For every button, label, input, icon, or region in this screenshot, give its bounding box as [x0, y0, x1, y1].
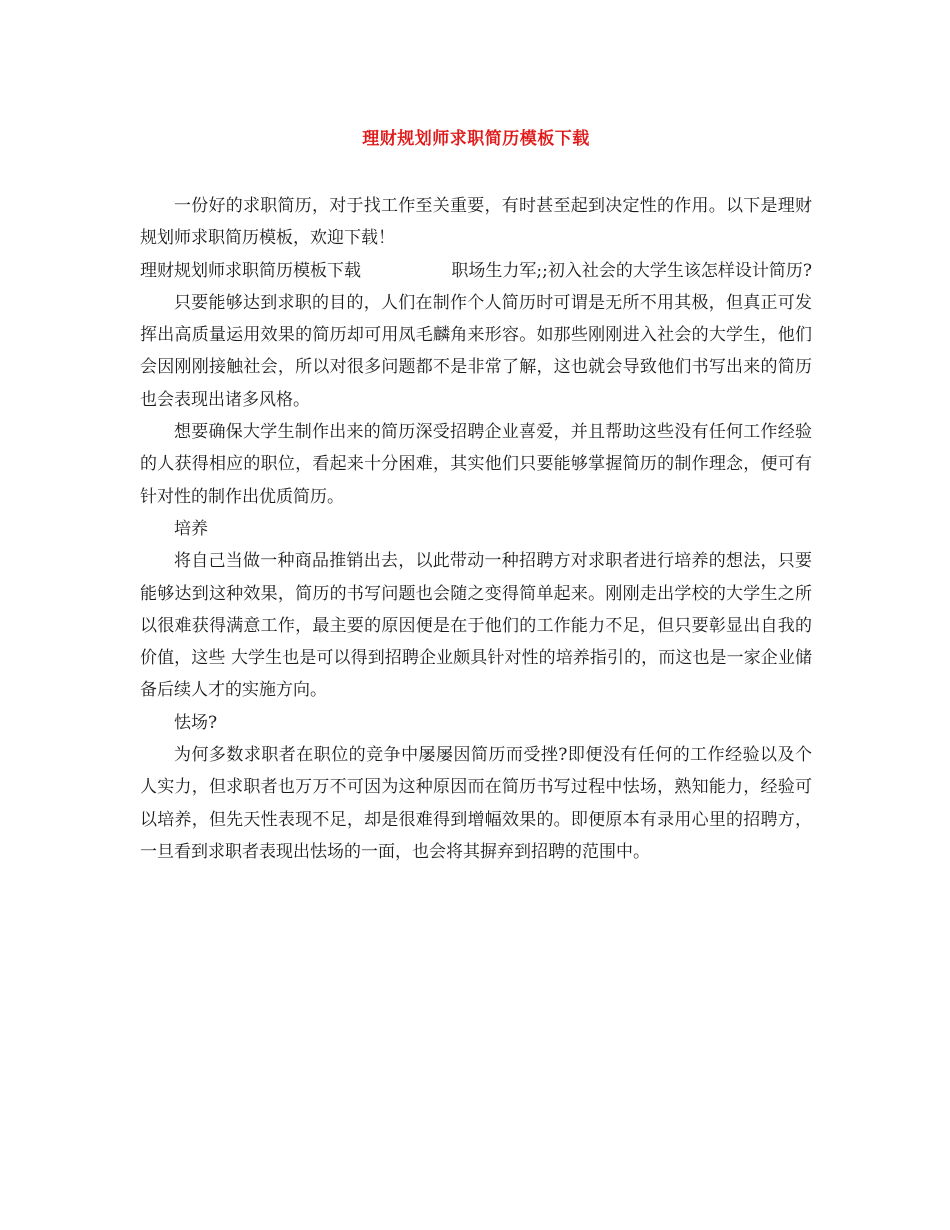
paragraph-2: 想要确保大学生制作出来的简历深受招聘企业喜爱，并且帮助这些没有任何工作经验的人获得相应的职位，看起来十分困难，其实他们只要能够掌握简历的制作理念，便可有针对性的制作出优质简历。 — [140, 422, 812, 507]
paragraph-1: 只要能够达到求职的目的，人们在制作个人简历时可谓是无所不用其极，但真正可发挥出高质量运用效果的简历却可用凤毛麟角来形容。如那些刚刚进入社会的大学生，他们会因刚刚接触社会，所以对很多问题都不是非常了解，这也就会导致他们书写出来的简历也会表现出诸多风格。 — [140, 292, 812, 410]
paragraph-4: 为何多数求职者在职位的竞争中屡屡因简历而受挫?即便没有任何的工作经验以及个人实力，但求职者也万万不可因为这种原因而在简历书写过程中怯场，熟知能力，经验可以培养，但先天性表现不足，却是很难得到增幅效果的。即便原本有录用心里的招聘方，一旦看到求职者表现出怯场的一面，也会将其摒弃到招聘的范围中。 — [140, 745, 812, 862]
section-heading-peiyang: 培养 — [174, 518, 208, 539]
intro-paragraph: 一份好的求职简历，对于找工作至关重要，有时甚至起到决定性的作用。以下是理财规划师求职简历模板，欢迎下载！ — [140, 196, 812, 249]
section-heading-qiechang: 怯场? — [174, 712, 218, 733]
subline — [140, 255, 812, 287]
paragraph-3: 将自己当做一种商品推销出去，以此带动一种招聘方对求职者进行培养的想法，只要能够达到这种效果，简历的书写问题也会随之变得简单起来。刚刚走出学校的大学生之所以很难获得满意工作，最主要的原因便是在于他们的工作能力不足，但只要彰显出自我的价值，这些 大学生也是可以得到招聘企业颇具针对性的培养指引的，而这也是一家企业储备后续人才的实施方向。 — [140, 551, 812, 701]
subline-left: 理财规划师求职简历模板下载 — [140, 260, 361, 281]
document-body — [140, 190, 812, 868]
subline-right: 职场生力军;;初入社会的大学生该怎样设计简历? — [451, 260, 812, 281]
document-title: 理财规划师求职简历模板下载 — [362, 129, 590, 149]
